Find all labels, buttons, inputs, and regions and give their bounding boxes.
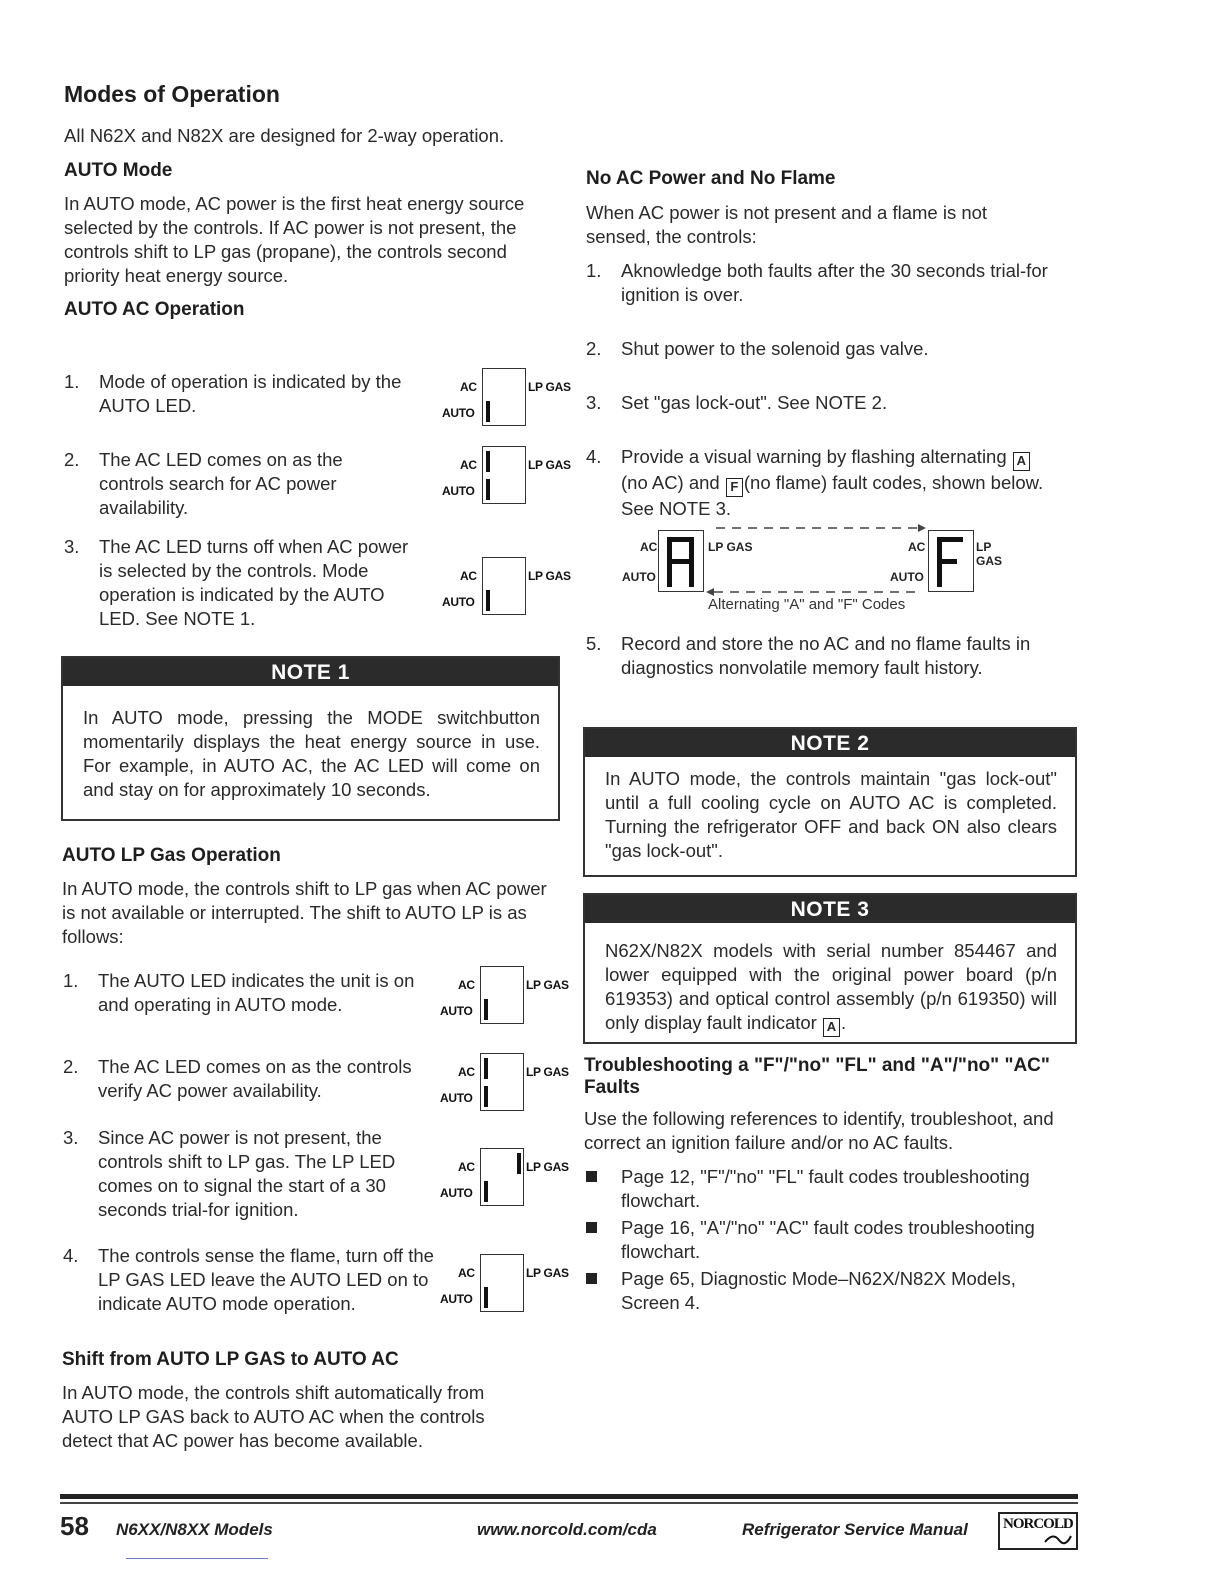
ac-label: AC [460, 569, 477, 583]
note-2-text: In AUTO mode, the controls maintain "gas lock-out" until a full cooling cycle on AUTO AC is completed. Turning the refrigerator OFF and back ON also clears "gas lock-out". [605, 768, 1057, 861]
auto-label: AUTO [440, 1004, 473, 1018]
auto-led-segment [486, 590, 490, 611]
note-3 [583, 893, 1077, 1044]
note-3-text [585, 923, 1075, 1037]
lp-gas-label: LP GAS [528, 458, 571, 472]
led-window [480, 1254, 524, 1312]
auto-label: AUTO [622, 570, 656, 584]
led-display-lp-2 [440, 1053, 580, 1125]
step-number: 5. [586, 633, 602, 654]
no-ac-text: When AC power is not present and a flame is not sensed, the controls: [586, 202, 988, 247]
ac-label: AC [460, 380, 477, 394]
led-display-ac-auto-on [442, 446, 582, 518]
auto-label: AUTO [440, 1186, 473, 1200]
step-number: 4. [586, 446, 602, 467]
bullet-square [586, 1273, 597, 1284]
note-3-body: N62X/N82X models with serial number 854467 and lower equipped with the original power board (p/n 619353) and optical control assembly (p/n 619350) will only display fault indicator [605, 940, 1057, 1033]
auto-label: AUTO [442, 484, 475, 498]
troubleshooting-heading: Troubleshooting a "F"/"no" "FL" and "A"/"no" "AC" Faults [584, 1055, 1050, 1098]
auto-label: AUTO [442, 595, 475, 609]
note-1 [61, 656, 560, 821]
alternating-codes-diagram [620, 522, 1020, 618]
step-text: Aknowledge both faults after the 30 seconds trial-for ignition is over. [621, 260, 1048, 305]
note-1-title: NOTE 1 [63, 658, 558, 686]
ac-led-segment [486, 451, 490, 472]
lp-gas-label: LP GAS [976, 540, 1003, 568]
lp-gas-label: LP GAS [708, 540, 753, 554]
step-text: The AC LED comes on as the controls verify AC power availability. [98, 1056, 412, 1101]
auto-label: AUTO [440, 1091, 473, 1105]
step-text: Since AC power is not present, the controls shift to LP gas. The LP LED comes on to signal the start of a 30 seconds trial-for ignition. [98, 1127, 396, 1220]
ac-label: AC [908, 540, 926, 554]
footer-models: N6XX/N8XX Models [116, 1520, 273, 1539]
auto-label: AUTO [890, 570, 924, 584]
footer-rule-thin [60, 1502, 1078, 1504]
note-3-end: . [840, 1012, 847, 1033]
step-number: 2. [586, 338, 602, 359]
step-number: 3. [63, 1127, 79, 1148]
note-2-title: NOTE 2 [585, 729, 1075, 757]
lp-led-segment [517, 1153, 521, 1174]
ac-label: AC [640, 540, 658, 554]
step-number: 3. [586, 392, 602, 413]
auto-lp-text: In AUTO mode, the controls shift to LP gas when AC power is not available or interrupted. The shift to AUTO LP is as follows: [62, 878, 547, 947]
led-display-lp-4 [440, 1254, 580, 1326]
logo-mark-icon [1043, 1530, 1073, 1546]
footer-underline [126, 1558, 268, 1559]
auto-led-segment [486, 479, 490, 500]
led-window [480, 1053, 524, 1111]
led-window [482, 446, 526, 504]
step-text: Mode of operation is indicated by the AUTO LED. [99, 371, 402, 416]
footer-url[interactable]: www.norcold.com/cda [477, 1520, 657, 1539]
footer-manual-title: Refrigerator Service Manual [742, 1520, 968, 1539]
step-4-text-mid: (no AC) and [621, 472, 720, 493]
auto-ac-heading: AUTO AC Operation [64, 299, 245, 320]
led-display-auto-on [442, 368, 582, 440]
norcold-logo [998, 1512, 1078, 1550]
lp-gas-label: LP GAS [526, 1065, 569, 1079]
auto-led-segment [484, 1287, 488, 1308]
led-display-lp-3 [440, 1148, 580, 1220]
lp-gas-label: LP GAS [526, 1160, 569, 1174]
auto-led-segment [484, 1086, 488, 1107]
step-text [621, 445, 1051, 521]
ac-label: AC [458, 978, 475, 992]
auto-label: AUTO [442, 406, 475, 420]
step-number: 2. [64, 449, 80, 470]
ac-label: AC [460, 458, 477, 472]
step-text: The controls sense the flame, turn off the LP GAS LED leave the AUTO LED on to indicate AUTO mode operation. [98, 1245, 434, 1314]
note-1-text: In AUTO mode, pressing the MODE switchbutton momentarily displays the heat energy source in use. For example, in AUTO AC, the AC LED will come on and stay on for approximately 10 seconds. [83, 707, 540, 800]
ac-label: AC [458, 1266, 475, 1280]
ac-label: AC [458, 1065, 475, 1079]
bullet-text: Page 12, "F"/"no" "FL" fault codes troubleshooting flowchart. [621, 1166, 1030, 1211]
lp-gas-label: LP GAS [528, 569, 571, 583]
step-number: 1. [586, 260, 602, 281]
step-number: 1. [64, 371, 80, 392]
alternating-caption: Alternating "A" and "F" Codes [708, 596, 906, 613]
step-text: The AC LED turns off when AC power is selected by the controls. Mode operation is indicated by the AUTO LED. See NOTE 1. [99, 536, 409, 629]
no-ac-heading: No AC Power and No Flame [586, 168, 836, 189]
lp-gas-label: LP GAS [528, 380, 571, 394]
auto-led-segment [484, 1181, 488, 1202]
shift-text: In AUTO mode, the controls shift automatically from AUTO LP GAS back to AUTO AC when the controls detect that AC power has become available. [62, 1382, 485, 1451]
page-title: Modes of Operation [64, 81, 280, 107]
lp-gas-label: LP GAS [526, 978, 569, 992]
bullet-text: Page 65, Diagnostic Mode–N62X/N82X Models, Screen 4. [621, 1268, 1016, 1313]
note-3-title: NOTE 3 [585, 895, 1075, 923]
bullet-square [586, 1171, 597, 1182]
led-window [482, 557, 526, 615]
led-display-lp-1 [440, 966, 580, 1038]
step-text: Shut power to the solenoid gas valve. [621, 338, 929, 359]
led-window [480, 1148, 524, 1206]
auto-lp-heading: AUTO LP Gas Operation [62, 845, 281, 866]
logo-text: NORCOLD [1003, 1516, 1073, 1532]
step-number: 4. [63, 1245, 79, 1266]
step-text: Record and store the no AC and no flame faults in diagnostics nonvolatile memory fault history. [621, 633, 1031, 678]
fault-code-f: F [726, 478, 743, 497]
step-text: Set "gas lock-out". See NOTE 2. [621, 392, 888, 413]
ac-led-segment [484, 1058, 488, 1079]
step-number: 3. [64, 536, 80, 557]
bullet-square [586, 1222, 597, 1233]
step-number: 1. [63, 970, 79, 991]
ac-label: AC [458, 1160, 475, 1174]
auto-led-segment [484, 999, 488, 1020]
auto-mode-text: In AUTO mode, AC power is the first heat energy source selected by the controls. If AC power is not present, the controls shift to LP gas (propane), the controls second priority heat energy source. [64, 193, 525, 286]
fault-code-a: A [1013, 452, 1030, 471]
auto-mode-heading: AUTO Mode [64, 160, 173, 181]
troubleshooting-text: Use the following references to identify, troubleshoot, and correct an ignition failure and/or no AC faults. [584, 1108, 1054, 1153]
auto-label: AUTO [440, 1292, 473, 1306]
auto-led-segment [486, 401, 490, 422]
step-text: The AUTO LED indicates the unit is on and operating in AUTO mode. [98, 970, 415, 1015]
lp-gas-label: LP GAS [526, 1266, 569, 1280]
shift-heading: Shift from AUTO LP GAS to AUTO AC [62, 1349, 399, 1370]
page-number: 58 [60, 1511, 89, 1541]
intro-text: All N62X and N82X are designed for 2-way operation. [64, 125, 505, 146]
led-window [482, 368, 526, 426]
fault-code-a: A [823, 1018, 840, 1037]
step-4-text-pre: Provide a visual warning by flashing alternating [621, 446, 1007, 467]
note-2 [583, 727, 1077, 877]
footer-rule [60, 1494, 1078, 1499]
step-text: The AC LED comes on as the controls search for AC power availability. [99, 449, 343, 518]
led-window [480, 966, 524, 1024]
step-4-text-post: (no flame) fault codes, shown below. See NOTE 3. [621, 472, 1044, 519]
step-number: 2. [63, 1056, 79, 1077]
bullet-text: Page 16, "A"/"no" "AC" fault codes troubleshooting flowchart. [621, 1217, 1035, 1262]
led-display-auto-on-2 [442, 557, 582, 629]
